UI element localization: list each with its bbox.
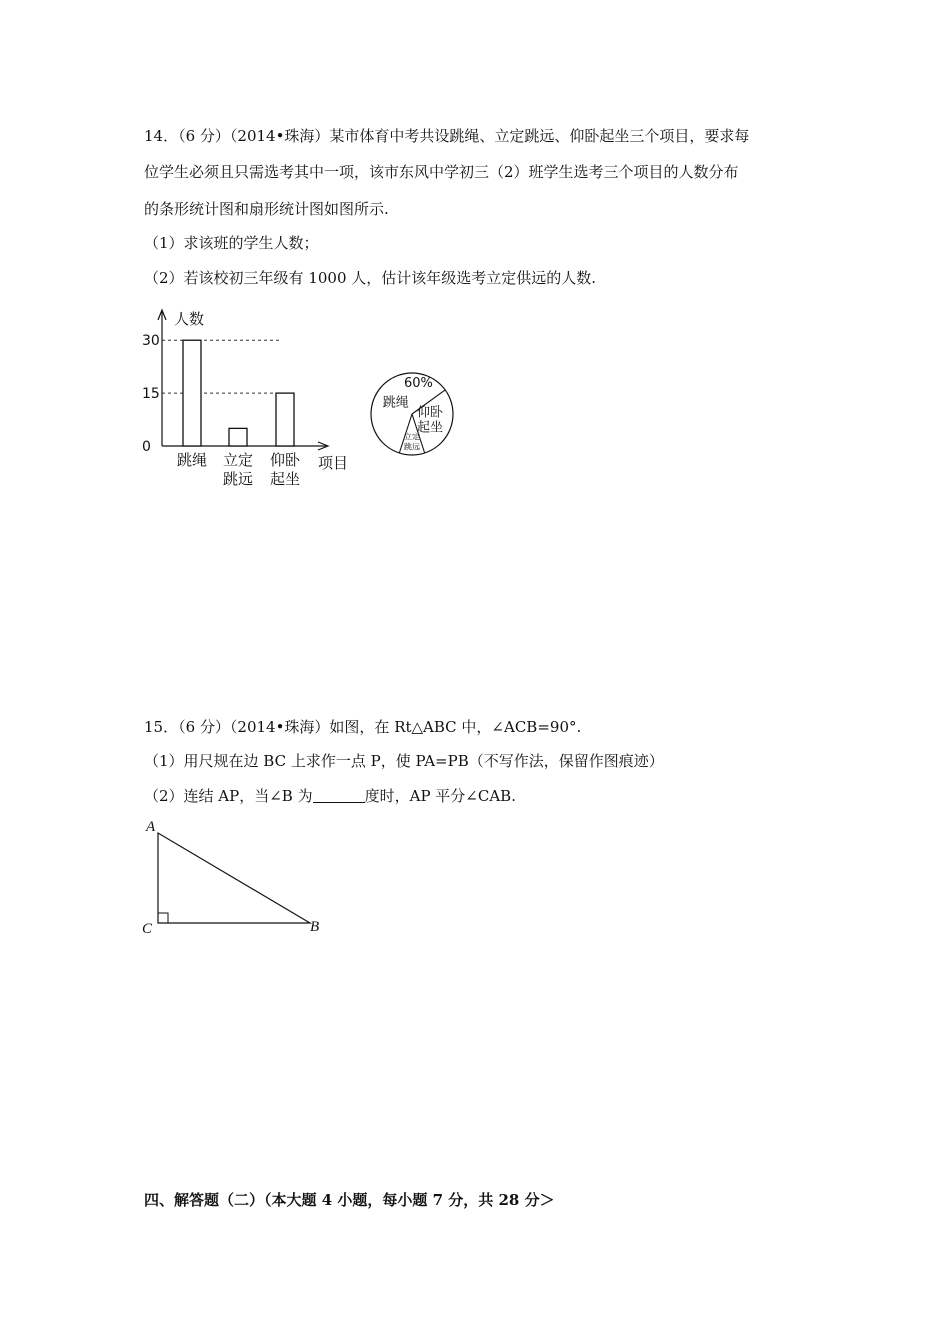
right-angle-mark [158, 913, 168, 923]
section4-heading: 四、解答题（二）（本大题 4 小题，每小题 7 分，共 28 分＞ [144, 1191, 555, 1209]
bar [183, 340, 201, 446]
bar-chart [130, 300, 370, 500]
q14-part1: （1）求该班的学生人数； [144, 234, 319, 252]
q15-part2 [144, 786, 516, 806]
pie-slice-label: 起坐 [417, 420, 444, 436]
q15-part2-after: 度时，AP 平分∠CAB. [364, 787, 516, 805]
q14-line2: 位学生必须且只需选考其中一项，该市东风中学初三（2）班学生选考三个项目的人数分布 [144, 163, 739, 181]
x-tick-label: 立定 [222, 451, 254, 469]
pie-slice-label: 立定 [404, 432, 420, 442]
x-axis-label: 项目 [318, 454, 349, 472]
x-tick-label: 跳远 [222, 470, 254, 488]
y-tick-label: 30 [142, 333, 160, 350]
vertex-c-label: C [142, 921, 153, 937]
q14-line3: 的条形统计图和扇形统计图如图所示. [144, 200, 389, 218]
triangle-abc [158, 833, 310, 923]
q14-part2: （2）若该校初三年级有 1000 人，估计该年级选考立定供远的人数. [144, 269, 597, 287]
pie-slice-label: 跳远 [404, 442, 420, 452]
vertex-a-label: A [146, 819, 156, 835]
q15-part1: （1）用尺规在边 BC 上求作一点 P，使 PA=PB（不写作法，保留作图痕迹） [144, 752, 664, 770]
x-tick-label: 仰卧 [269, 451, 301, 469]
triangle-figure [138, 815, 338, 945]
y-tick-label: 15 [142, 386, 160, 403]
q15-part2-before: （2）连结 AP，当∠B 为 [144, 787, 313, 805]
q14-line1: 14．（6 分）（2014•珠海）某市体育中考共设跳绳、立定跳远、仰卧起坐三个项目，要求每 [144, 127, 750, 145]
bar [229, 428, 247, 446]
bar [276, 393, 294, 446]
y-axis-label: 人数 [174, 310, 205, 328]
vertex-b-label: B [310, 919, 320, 935]
x-tick-label: 起坐 [269, 470, 301, 488]
answer-blank [313, 788, 365, 803]
y-tick-label: 0 [142, 439, 151, 455]
pie-slice-label: 跳绳 [382, 395, 409, 411]
x-tick-label: 跳绳 [176, 451, 208, 469]
pie-chart [362, 364, 462, 464]
pie-annotation: 60% [404, 376, 433, 391]
pie-slice-label: 仰卧 [417, 405, 444, 421]
q15-line1: 15．（6 分）（2014•珠海）如图，在 Rt△ABC 中，∠ACB=90°. [144, 718, 582, 736]
